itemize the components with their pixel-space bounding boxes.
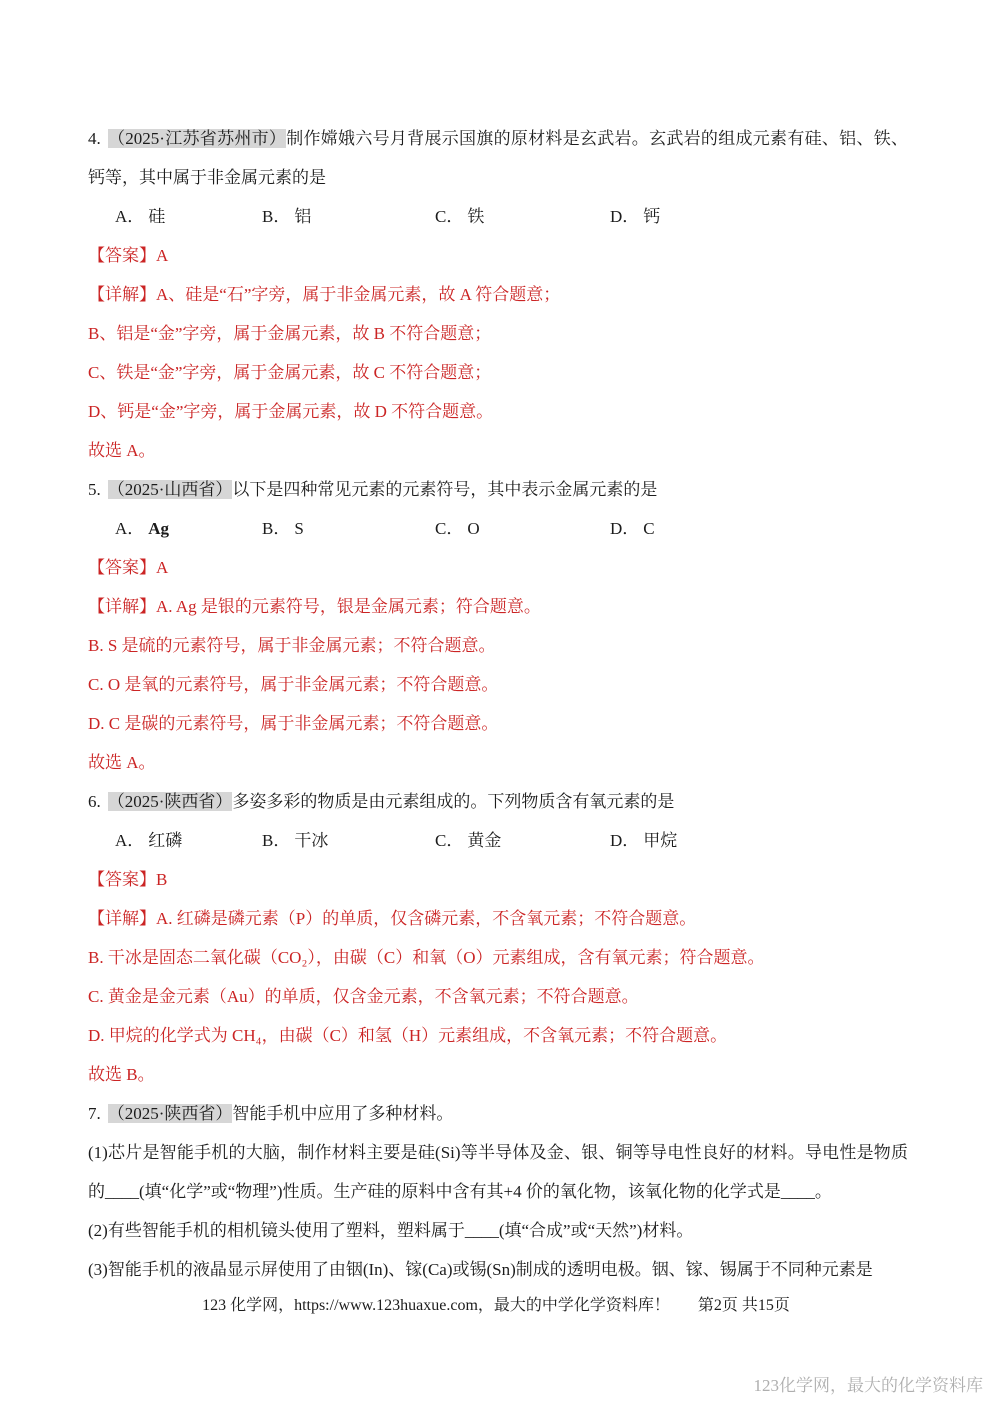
answer-value: A bbox=[156, 246, 169, 265]
option-c bbox=[435, 509, 610, 548]
document-content bbox=[88, 119, 908, 1289]
option-d-text: 钙 bbox=[643, 207, 661, 226]
option-a-text: 硅 bbox=[148, 207, 166, 226]
watermark-text: 123化学网，最大的化学资料库 bbox=[753, 1376, 983, 1395]
option-a-text: Ag bbox=[148, 519, 170, 538]
part-1: (1)芯片是智能手机的大脑，制作材料主要是硅(Si)等半导体及金、银、铜等导电性良好的材料。导电性是物质的____(填“化学”或“物理”)性质。生产硅的原料中含有其+4 价的氧化物，该氧化物的化学式是____。 bbox=[88, 1143, 908, 1201]
option-b-label: B． bbox=[262, 831, 291, 850]
detail-line-b: B. 干冰是固态二氧化碳（CO₂），由碳（C）和氧（O）元素组成，含有氧元素；符合题意。 bbox=[88, 948, 765, 967]
option-d-label: D． bbox=[610, 519, 640, 538]
option-c-label: C． bbox=[435, 831, 464, 850]
option-d-label: D． bbox=[610, 207, 640, 226]
answer-label: 【答案】 bbox=[88, 246, 156, 265]
option-d-text: 甲烷 bbox=[643, 831, 678, 850]
question-text: 制作嫦娥六号月背展示国旗的原材料是玄武岩。玄武岩的组成元素有硅、铝、铁、钙等，其中属于非金属元素的是 bbox=[88, 129, 909, 187]
answer-label: 【答案】 bbox=[88, 870, 156, 889]
option-b-text: 铝 bbox=[294, 207, 312, 226]
question-5 bbox=[88, 470, 908, 782]
question-7 bbox=[88, 1094, 908, 1289]
option-c-label: C． bbox=[435, 207, 464, 226]
option-d bbox=[610, 509, 655, 548]
option-c-text: O bbox=[467, 519, 480, 538]
option-a-text: 红磷 bbox=[148, 831, 183, 850]
options-row bbox=[88, 197, 908, 236]
question-number: 4. bbox=[88, 129, 101, 148]
detail-line-d: D. C 是碳的元素符号，属于非金属元素；不符合题意。 bbox=[88, 714, 499, 733]
detail-line-c: C. 黄金是金元素（Au）的单质，仅含金元素，不含氧元素；不符合题意。 bbox=[88, 987, 639, 1006]
answer-value: A bbox=[156, 558, 169, 577]
detail-line-d: D、钙是“金”字旁，属于金属元素，故 D 不符合题意。 bbox=[88, 402, 494, 421]
question-4 bbox=[88, 119, 908, 470]
option-b-text: 干冰 bbox=[294, 831, 329, 850]
question-stem bbox=[88, 119, 908, 197]
detail-text-a: A. 红磷是磷元素（P）的单质，仅含磷元素，不含氧元素；不符合题意。 bbox=[156, 909, 697, 928]
answer-line bbox=[88, 548, 908, 587]
option-c-text: 黄金 bbox=[467, 831, 502, 850]
option-a bbox=[115, 509, 262, 548]
options-row bbox=[88, 509, 908, 548]
option-b-label: B． bbox=[262, 519, 291, 538]
detail-line-c: C、铁是“金”字旁，属于金属元素，故 C 不符合题意； bbox=[88, 363, 492, 382]
conclusion-line: 故选 A。 bbox=[88, 753, 156, 772]
option-a bbox=[115, 821, 262, 860]
answer-value: B bbox=[156, 870, 168, 889]
answer-label: 【答案】 bbox=[88, 558, 156, 577]
footer-site-text: 123 化学网，https://www.123huaxue.com，最大的中学化学资料库！ bbox=[202, 1297, 670, 1314]
answer-line bbox=[88, 860, 908, 899]
detail-line-b: B、铝是“金”字旁，属于金属元素，故 B 不符合题意； bbox=[88, 324, 492, 343]
question-stem bbox=[88, 470, 908, 509]
conclusion-line: 故选 A。 bbox=[88, 441, 156, 460]
detail-label: 【详解】 bbox=[88, 285, 156, 304]
detail-line-b: B. S 是硫的元素符号，属于非金属元素；不符合题意。 bbox=[88, 636, 496, 655]
option-c bbox=[435, 197, 610, 236]
option-b bbox=[262, 509, 435, 548]
detail-line-a bbox=[88, 899, 908, 938]
footer-page-number: 第2页 共15页 bbox=[697, 1297, 790, 1314]
detail-label: 【详解】 bbox=[88, 597, 156, 616]
question-text: 智能手机中应用了多种材料。 bbox=[232, 1104, 454, 1123]
option-a-label: A． bbox=[115, 207, 145, 226]
options-row bbox=[88, 821, 908, 860]
detail-line-a bbox=[88, 275, 908, 314]
question-number: 6. bbox=[88, 792, 101, 811]
option-a-label: A． bbox=[115, 519, 145, 538]
option-d bbox=[610, 821, 677, 860]
option-b-text: S bbox=[294, 519, 304, 538]
option-c-label: C． bbox=[435, 519, 464, 538]
question-source: （2025·江苏省苏州市） bbox=[107, 129, 287, 148]
answer-line bbox=[88, 236, 908, 275]
question-source: （2025·陕西省） bbox=[107, 1104, 233, 1123]
detail-line-d: D. 甲烷的化学式为 CH₄，由碳（C）和氢（H）元素组成，不含氧元素；不符合题意。 bbox=[88, 1026, 728, 1045]
part-3: (3)智能手机的液晶显示屏使用了由铟(In)、镓(Ca)或锡(Sn)制成的透明电极。铟、镓、锡属于不同种元素是 bbox=[88, 1260, 873, 1279]
question-stem bbox=[88, 1094, 908, 1133]
option-b bbox=[262, 197, 435, 236]
question-number: 5. bbox=[88, 480, 101, 499]
detail-line-a bbox=[88, 587, 908, 626]
option-c-text: 铁 bbox=[467, 207, 485, 226]
question-source: （2025·山西省） bbox=[107, 480, 233, 499]
detail-label: 【详解】 bbox=[88, 909, 156, 928]
question-source: （2025·陕西省） bbox=[107, 792, 233, 811]
question-text: 以下是四种常见元素的元素符号，其中表示金属元素的是 bbox=[232, 480, 658, 499]
conclusion-line: 故选 B。 bbox=[88, 1065, 155, 1084]
option-a bbox=[115, 197, 262, 236]
page-footer bbox=[0, 1292, 992, 1320]
question-stem bbox=[88, 782, 908, 821]
option-a-label: A． bbox=[115, 831, 145, 850]
option-d-text: C bbox=[643, 519, 655, 538]
detail-text-a: A、硅是“石”字旁，属于非金属元素，故 A 符合题意； bbox=[156, 285, 561, 304]
detail-line-c: C. O 是氧的元素符号，属于非金属元素；不符合题意。 bbox=[88, 675, 499, 694]
option-c bbox=[435, 821, 610, 860]
detail-text-a: A. Ag 是银的元素符号，银是金属元素；符合题意。 bbox=[156, 597, 541, 616]
option-b bbox=[262, 821, 435, 860]
question-number: 7. bbox=[88, 1104, 101, 1123]
part-2: (2)有些智能手机的相机镜头使用了塑料，塑料属于____(填“合成”或“天然”)材料。 bbox=[88, 1221, 694, 1240]
question-text: 多姿多彩的物质是由元素组成的。下列物质含有氧元素的是 bbox=[232, 792, 675, 811]
option-b-label: B． bbox=[262, 207, 291, 226]
option-d-label: D． bbox=[610, 831, 640, 850]
question-6 bbox=[88, 782, 908, 1094]
option-d bbox=[610, 197, 660, 236]
